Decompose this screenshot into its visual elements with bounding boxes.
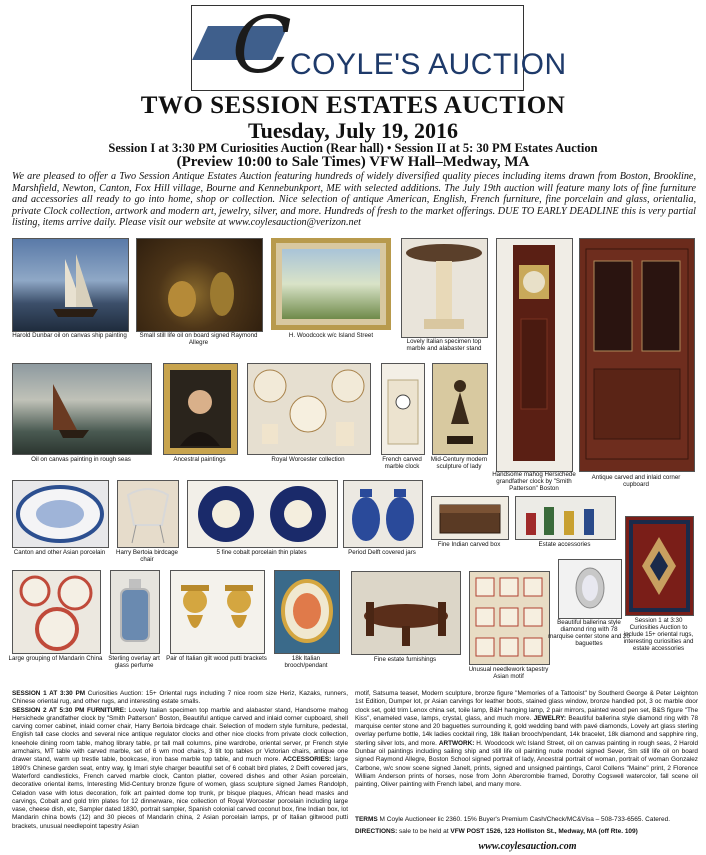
platter-icon: [13, 481, 108, 547]
caption-p20: Pair of Italian gilt wood putti brackets: [166, 655, 267, 662]
preview-info: (Preview 10:00 to Sale Times) VFW Hall–Medway, MA: [176, 154, 530, 170]
photo-cobalt-plates: [187, 480, 338, 548]
terms-label: TERMS: [355, 816, 378, 823]
caption-p11: Mid-Century modern sculpture of lady: [430, 456, 488, 470]
caption-p16: Fine Indian carved box: [437, 541, 501, 548]
directions-text: sale to be held at: [397, 828, 451, 835]
jewelry-label: JEWELRY:: [533, 714, 566, 722]
caption-p12: Canton and other Asian porcelain: [13, 549, 106, 556]
photo-putti-brackets: [170, 570, 265, 654]
rug-icon: [626, 517, 693, 615]
porcelain-icon: [248, 364, 370, 454]
session1-text: Curiosities Auction: 15+ Oriental rugs including 7 nice room size Heriz, Kazaks, runners, Chinese oriental rug, and other rugs, and interesting estate smalls.: [12, 690, 348, 706]
cupboard-icon: [580, 239, 694, 471]
caption-p2: Small still life oil on board signed Raymond Allegre: [139, 332, 258, 346]
photo-diamond-ring: [558, 559, 622, 619]
artwork-text: H. Woodcock w/c Island Street, oil on canvas painting in rough seas, 2 Harold Dunbar oil paintings including sailing ship and still life oil painting nude model signed Sever, Sm still life oil on board signed Raymond Allegre, Boston School signed portrait of lady, Ancestral portrait of woman, portrait of woman Gonzalez Carbone, w/c snow scene signed Janelt, prints, signed and unsigned paintings, Carol Collens "Maine" print, 2 Florence William Anderson prints of horses, nose from John Abercrombie framed, Dorothy Cogswell watercolor, fall scene oil painting, Oliver painting with French label, and many more.: [355, 739, 698, 789]
marble-clock-icon: [382, 364, 424, 454]
photo-brooch: [274, 570, 340, 654]
directions-label: DIRECTIONS:: [355, 828, 398, 835]
caption-p23: Unusual needlework tapestry Asian motif: [468, 666, 549, 680]
chair-icon: [118, 481, 178, 547]
photo-sculpture-lady: [432, 363, 488, 455]
ship-icon: [13, 239, 128, 331]
clock-icon: [497, 239, 572, 471]
sailboat-icon: [13, 364, 151, 454]
caption-p8: Ancestral paintings: [173, 456, 226, 463]
caption-p17: Estate accessories: [538, 541, 591, 548]
jewelry-text: Beautiful ballerina style diamond ring with 78 marquise center stone and 20 baguettes surrounding it, gold wedding band with pavé diamonds, Lovely art glass sterling overlay perfume bottle, 14k ladies cocktail ring, 18k Italian brooch/pendant, 14k bracelet, 18k diamond and sapphire ring, sterling silver lots, and more.: [355, 714, 699, 747]
photo-perfume: [110, 570, 160, 654]
photo-island-street: [271, 238, 391, 330]
caption-p1: Harold Dunbar oil on canvas ship painting: [12, 332, 127, 339]
caption-p6: Antique carved and inlaid corner cupboard: [591, 474, 681, 488]
china-icon: [13, 571, 100, 653]
photo-delft-jars: [343, 480, 423, 548]
website-link[interactable]: www.coylesauction.com: [478, 841, 577, 852]
terms-text: M Coyle Auctioneer lic 2360. 15% Buyer's Premium Cash/Check/MC&Visa – 508-733-6565. Catered.: [377, 816, 671, 823]
logo-letter: C: [232, 1, 292, 91]
terms-line: [355, 815, 700, 824]
auction-date: Tuesday, July 19, 2016: [247, 118, 459, 143]
intro-paragraph: We are pleased to offer a Two Session Antique Estates Auction featuring hundreds of widely diversified quality pieces including items drawn from Boston, Brookline, Marshfield, Newton, Canton, Fox Hill village, Bourne and Kennebunkport, ME with selected additions. The July 19th auction will feature many lots of fine furniture and accessories all ready to go into home, shop or collection. Nice selection of antique American, English, French furniture, fine porcelain and glass, orientalia, private Clock collection, artwork and modern art, jewelry, silver, and more. Hundreds of fresh to the market offerings. DUE TO EARLY DEADLINE this is very partial listing, items arrive daily. Please visit our website at www.coylesauction@verizon.net: [12, 171, 696, 229]
caption-p10: French carved marble clock: [382, 456, 422, 470]
caption-p24: Beautiful ballerina style diamond ring with 78 marquise center stone and 20 baguettes: [548, 619, 630, 647]
photo-mandarin-china: [12, 570, 101, 654]
photo-canton-porcelain: [12, 480, 109, 548]
photo-indian-box: [431, 496, 509, 540]
accessories-text: large 1890's Chinese garden seat, entry way, lg Imari style charger beautiful set of 6 cobalt bird plates, 2 Delft covered jars, Waterford candlesticks, French carved marble clock, Canton platter, covered dishes and other Asian porcelain, decorative oriental items, Interesting Mid-Century bronze figure of women, glass sculpture signed James Randolph, Celadon vase with lotus decoration, folk art painted dome top trunk, pr bisque plaques, African head masks and carvings, Cobalt and gold trim plates for 12 dinnerware, nice collection of Royal Worcester porcelain including large vase, cheese dish, etc, Sampler dated 1830, portrait sampler, Spanish colonial carved coconut box, fine Indian box, lot Mandarin china bowls (12) and 30 pieces of Mandarin china, 2 Asian porcelain lamps, pr of Italian giltwood putti brackets, unusual needlepoint tapestry Asian: [12, 756, 348, 830]
portrait-icon: [164, 364, 237, 454]
photo-marble-clock: [381, 363, 425, 455]
caption-p18: Large grouping of Mandarin China: [8, 655, 103, 662]
sculpture-icon: [433, 364, 487, 454]
jars-icon: [344, 481, 422, 547]
session-times: Session I at 3:30 PM Curiosities Auction (Rear hall) • Session II at 5: 30 PM Estates Auction: [108, 141, 598, 155]
caption-p7: Oil on canvas painting in rough seas: [31, 456, 131, 463]
caption-p13: Harry Bertoia birdcage chair: [116, 549, 178, 563]
body-left-column: [12, 690, 348, 831]
photo-still-life: [136, 238, 263, 332]
perfume-icon: [111, 571, 159, 653]
caption-p25: Session 1 at 3:30 Curiosities Auction to include 15+ oriental rugs, interesting curiosities and estate accessories: [623, 617, 694, 652]
still-life-icon: [137, 239, 262, 331]
photo-specimen-stand: [401, 238, 488, 338]
photo-ship-painting: [12, 238, 129, 332]
plates-icon: [188, 481, 337, 547]
putti-icon: [171, 571, 264, 653]
caption-p5: Handsome mahog Hersichede grandfather clock by "Smith Patterson" Boston: [492, 471, 576, 492]
photo-corner-cupboard: [579, 238, 695, 472]
photo-estate-accessories: [515, 496, 616, 540]
directions-address: VFW POST 1526, 123 Holliston St., Medway, MA (off Rte. 109): [450, 828, 638, 835]
dining-table-icon: [352, 572, 460, 654]
page-title: TWO SESSION ESTATES AUCTION: [140, 92, 566, 119]
artwork-label: ARTWORK:: [438, 739, 475, 747]
caption-p21: 18k Italian brooch/pendant: [284, 655, 328, 669]
photo-tapestry: [469, 571, 550, 665]
caption-p9: Royal Worcester collection: [271, 456, 345, 463]
furniture-label: FURNITURE:: [87, 706, 127, 714]
body-right-column: [355, 690, 698, 790]
accessories-label: ACCESSORIES:: [282, 756, 332, 764]
brooch-icon: [275, 571, 339, 653]
photo-ancestral-portrait: [163, 363, 238, 455]
tapestry-icon: [470, 572, 549, 664]
photo-rough-seas: [12, 363, 152, 455]
stand-icon: [402, 239, 487, 337]
caption-p22: Fine estate furnishings: [373, 656, 437, 663]
furniture-text: Lovely Italian specimen top marble and alabaster stand, Handsome mahog Hersichede grandfather clock by "Smith Patterson" Boston, Beautiful antique carved and inlaid corner cupboard, shell carving corner cabinet, inlaid corner chair, Harry Bertoia birdcage chair. Selection of modern style furniture, pedestal, English tall case clocks and several nice antique regulator clocks and other nice clocks from private clock collection, kneehole dining room table, mahog library table, pr tall mall columns, pine wardrobe, oriental server, pr French style armchairs, MT table with carved marble, set of 6 wm mod chairs, 3 tilt top tables pr Victorian chairs, antique one drawer stand, warm up trestle table, bookcase, iron base marble top table, and much more.: [12, 706, 348, 764]
logo: [191, 1, 567, 91]
figurines-icon: [516, 497, 615, 539]
logo-name: COYLE'S AUCTION: [290, 48, 567, 81]
caption-p3: H. Woodcock w/c Island Street: [288, 332, 374, 339]
photo-grandfather-clock: [496, 238, 573, 472]
photo-oriental-rug: [625, 516, 694, 616]
caption-p14: 5 fine cobalt porcelain thin plates: [216, 549, 307, 556]
directions-line: [355, 827, 700, 836]
caption-p4: Lovely Italian specimen top marble and alabaster stand: [406, 338, 482, 352]
accessories-continued: motif, Satsuma teaset, Modern sculpture, bronze figure "Memories of a Tattooist" by Southerd George & Peter Leighton 1st Edition, Dumper lot, pr Asian carvings for leather boots, stained glass window, bronze handled pot, 3 oc marble door clock set, gold trim Lenox china set, toile lamp, B&H hanging lamp, 2 pair mirrors, painted wood pen set, B&S figure "The Kiss", enameled vase, lamps, crystal, glass, and much more.: [355, 690, 698, 722]
photo-royal-worcester: [247, 363, 371, 455]
caption-p15: Period Delft covered jars: [348, 549, 416, 556]
box-icon: [432, 497, 508, 539]
photo-bertoia-chair: [117, 480, 179, 548]
session1-label: SESSION 1 AT 3:30 PM: [12, 690, 86, 697]
photo-estate-furnishings: [351, 571, 461, 655]
caption-p19: Sterling overlay art glass perfume: [108, 655, 160, 669]
ring-icon: [559, 560, 621, 618]
session2-label: SESSION 2 AT 5:30 PM: [12, 706, 85, 714]
